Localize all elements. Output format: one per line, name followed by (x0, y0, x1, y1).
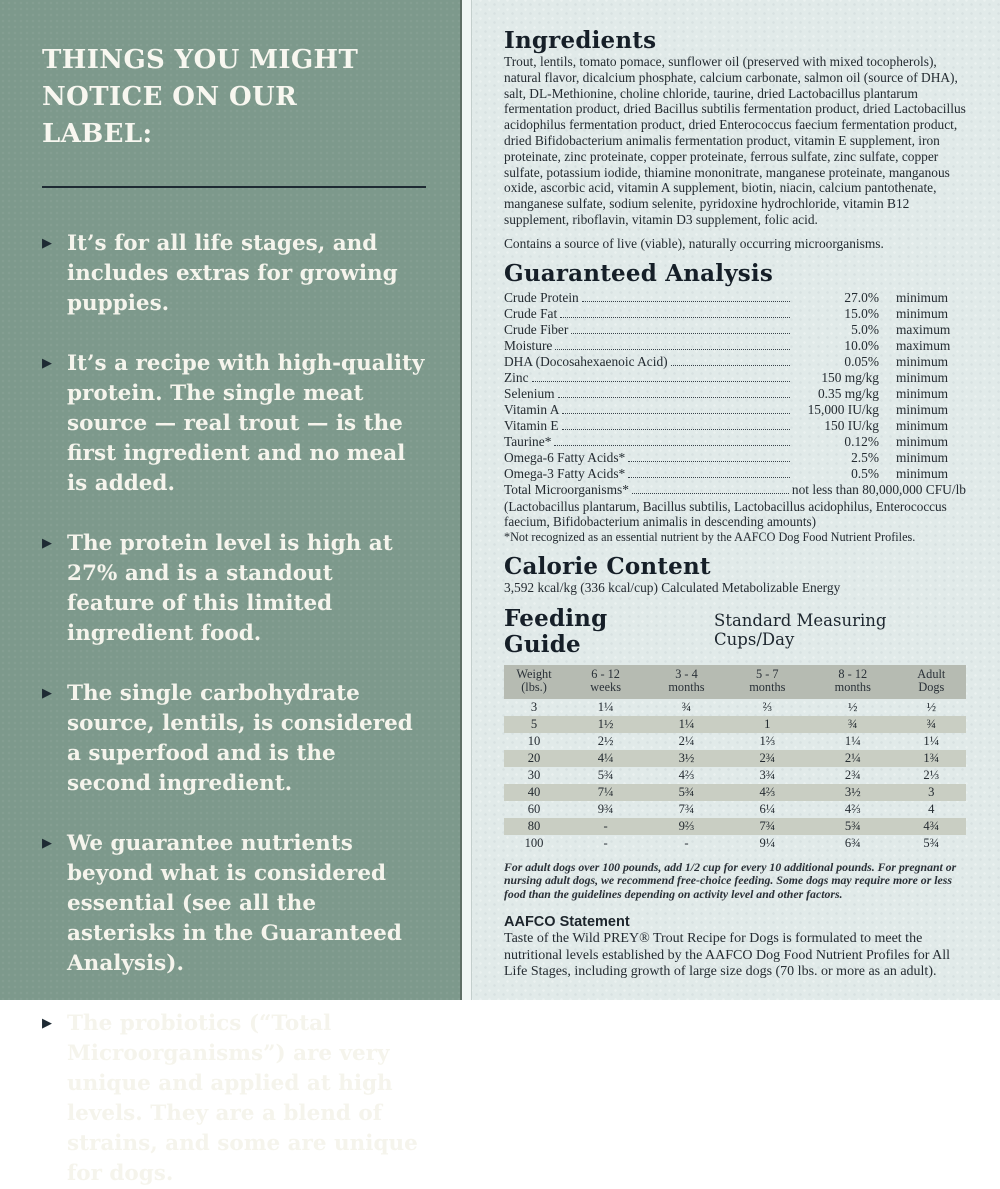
guaranteed-analysis-rows (504, 290, 966, 498)
panel-divider (462, 0, 472, 1000)
ga-qualifier: minimum (896, 289, 949, 305)
bullet-text: It’s for all life stages, and includes extras for growing puppies. (67, 231, 398, 316)
dotted-leader (560, 317, 790, 318)
ga-row (504, 418, 966, 434)
table-row: 10 2½ 2¼ 1⅔ 1¼ 1¼ (527, 733, 940, 748)
ga-row (504, 290, 966, 306)
feeding-guide-note: For adult dogs over 100 pounds, add 1/2 cup for every 10 additional pounds. For pregnant or nursing adult dogs, we recommend free-choice feeding. Some dogs may require more or less food than the guidelines depending on activity level and other factors. (504, 859, 957, 902)
ga-row (504, 338, 966, 354)
aafco-section (504, 914, 966, 981)
ga-value: 150 IU/kg (824, 417, 879, 433)
bullet-item (42, 529, 426, 649)
ga-qualifier: minimum (896, 465, 949, 481)
feeding-guide-subtitle: Standard Measuring Cups/Day (714, 610, 887, 649)
bullet-text: It’s a recipe with high-quality protein. The single meat source — real trout — is the first ingredient and no meal is added. (67, 351, 425, 496)
ga-value: 2.5% (851, 449, 879, 465)
title-line-1: THINGS YOU MIGHT (42, 45, 359, 75)
ga-qualifier: maximum (896, 337, 951, 353)
dotted-leader (628, 477, 790, 478)
bullet-item (42, 829, 426, 979)
feeding-guide-table (504, 665, 966, 852)
ga-value: 0.35 mg/kg (817, 385, 879, 401)
dotted-leader (628, 461, 790, 462)
ga-value: 0.12% (844, 433, 879, 449)
ga-value: 0.5% (851, 465, 879, 481)
table-row: 100 - - 9¼ 6¾ 5¾ (524, 835, 940, 850)
column-header: 3 - 4 months (668, 666, 705, 695)
column-header: 5 - 7 months (749, 666, 786, 695)
ga-qualifier: minimum (896, 353, 949, 369)
feeding-guide-section (504, 606, 966, 902)
ga-qualifier: minimum (896, 449, 949, 465)
bullet-item (42, 229, 426, 319)
bullet-text: We guarantee nutrients beyond what is considered essential (see all the asterisks in the Guaranteed Analysis). (67, 831, 402, 976)
ga-value: 5.0% (851, 321, 879, 337)
triangle-bullet-icon: ▶ (42, 686, 52, 701)
ga-name: DHA (Docosahexaenoic Acid) (504, 353, 668, 369)
ga-qualifier: minimum (896, 433, 949, 449)
ga-name: Omega-3 Fatty Acids* (504, 465, 626, 481)
dotted-leader (555, 349, 790, 350)
guaranteed-analysis-heading: Guaranteed Analysis (504, 259, 773, 287)
table-row: 60 9¾ 7¾ 6¼ 4⅔ 4 (527, 801, 935, 816)
ga-value: 15,000 IU/kg (807, 401, 879, 417)
dotted-leader (554, 445, 790, 446)
bullet-text: The protein level is high at 27% and is a standout feature of this limited ingredient food. (67, 531, 393, 646)
column-header: Weight (lbs.) (516, 666, 552, 695)
triangle-bullet-icon: ▶ (42, 1016, 52, 1031)
triangle-bullet-icon: ▶ (42, 356, 52, 371)
calorie-content-section (504, 554, 966, 596)
ga-row (504, 370, 966, 386)
ga-value: 27.0% (844, 289, 879, 305)
bullet-text: The single carbohydrate source, lentils, is considered a superfood and is the second ingredient. (67, 681, 413, 796)
ga-name: Taurine* (504, 433, 552, 449)
ga-total-row (504, 482, 966, 498)
ga-qualifier: minimum (896, 417, 949, 433)
table-row: 20 4¼ 3½ 2¾ 2¼ 1¾ (504, 750, 966, 767)
ga-qualifier: minimum (896, 385, 949, 401)
bullet-list (42, 229, 426, 1189)
ga-name: Vitamin E (504, 417, 559, 433)
table-row: 40 7¼ 5¾ 4⅔ 3½ 3 (504, 784, 966, 801)
ga-footnote: *Not recognized as an essential nutrient by the AAFCO Dog Food Nutrient Profiles. (504, 529, 916, 544)
ga-row (504, 402, 966, 418)
ga-value: 10.0% (844, 337, 879, 353)
column-header: 8 - 12 months (834, 666, 871, 695)
bullet-item (42, 679, 426, 799)
guaranteed-analysis-section (504, 261, 966, 545)
ga-qualifier: maximum (896, 321, 951, 337)
ga-qualifier: minimum (896, 305, 949, 321)
bullet-item (42, 1009, 426, 1189)
ga-row (504, 386, 966, 402)
title-divider (42, 186, 426, 188)
triangle-bullet-icon: ▶ (42, 836, 52, 851)
ga-row (504, 322, 966, 338)
feeding-guide-heading: Feeding Guide (504, 604, 608, 658)
ga-name: Omega-6 Fatty Acids* (504, 449, 626, 465)
dotted-leader (671, 365, 790, 366)
ingredients-section (504, 28, 966, 252)
left-panel-title (42, 42, 402, 153)
left-panel (0, 0, 462, 1186)
ga-name: Total Microorganisms* (504, 481, 629, 497)
ingredients-heading: Ingredients (504, 27, 657, 54)
ga-name: Selenium (504, 385, 555, 401)
dotted-leader (571, 333, 790, 334)
ga-qualifier: minimum (896, 401, 949, 417)
ga-name: Zinc (504, 369, 529, 385)
ingredients-body: Trout, lentils, tomato pomace, sunflower oil (preserved with mixed tocopherols), natural flavor, dicalcium phosphate, calcium carbonate, salmon oil (source of DHA), salt, DL-Methionine, choline chloride, taurine, dried Lactobacillus plantarum fermentation product, dried Bacillus subtilis fermentation product, dried Lactobacillus acidophilus fermentation product, dried Enterococcus faecium fermentation product, dried Bifidobacterium animalis fermentation product, vitamin E supplement, iron proteinate, zinc proteinate, copper proteinate, ferrous sulfate, zinc sulfate, copper sulfate, potassium iodide, thiamine mononitrate, manganese proteinate, manganous oxide, ascorbic acid, vitamin A supplement, biotin, niacin, calcium pantothenate, manganese sulfate, sodium selenite, pyridoxine hydrochloride, vitamin B12 supplement, riboflavin, vitamin D3 supplement, folic acid. (504, 54, 966, 227)
dotted-leader (582, 301, 790, 302)
column-header: Adult Dogs (917, 666, 946, 695)
dotted-leader (532, 381, 790, 382)
table-row: 30 5¾ 4⅔ 3¾ 2¾ 2⅓ (527, 767, 940, 782)
table-row: 5 1½ 1¼ 1 ¾ ¾ (504, 716, 966, 733)
ga-row (504, 450, 966, 466)
ga-name: Crude Protein (504, 289, 579, 305)
ga-name: Vitamin A (504, 401, 560, 417)
right-panel (472, 0, 1000, 1000)
ga-name: Crude Fiber (504, 321, 569, 337)
aafco-body: Taste of the Wild PREY® Trout Recipe for Dogs is formulated to meet the nutritional levels established by the AAFCO Dog Food Nutrient Profiles for All Life Stages, including growth of large size dogs (70 lbs. or more as an adult). (504, 930, 951, 980)
ga-row (504, 354, 966, 370)
dotted-leader (632, 493, 789, 494)
column-header: 6 - 12 weeks (590, 666, 621, 695)
dotted-leader (562, 429, 790, 430)
feeding-guide-header (504, 606, 966, 658)
bullet-item (42, 349, 426, 499)
ga-name: Crude Fat (504, 305, 558, 321)
title-line-2: NOTICE ON OUR LABEL: (42, 82, 298, 149)
aafco-heading: AAFCO Statement (504, 913, 630, 930)
table-header-row (504, 665, 966, 699)
ga-qualifier: minimum (896, 369, 949, 385)
dotted-leader (562, 413, 790, 414)
ga-row (504, 466, 966, 482)
table-row: 80 - 9⅔ 7¾ 5¾ 4¾ (504, 818, 966, 835)
ga-row (504, 434, 966, 450)
calorie-content-heading: Calorie Content (504, 552, 711, 580)
ga-paren-note: (Lactobacillus plantarum, Bacillus subtilis, Lactobacillus acidophilus, Enterococcus faecium, Bifidobacterium animalis in descending amounts) (504, 498, 947, 530)
ga-value: 15.0% (844, 305, 879, 321)
triangle-bullet-icon: ▶ (42, 536, 52, 551)
triangle-bullet-icon: ▶ (42, 236, 52, 251)
ga-row (504, 306, 966, 322)
dotted-leader (558, 397, 790, 398)
ga-name: Moisture (504, 337, 553, 353)
ga-value: 150 mg/kg (821, 369, 879, 385)
table-row: 3 1¼ ¾ ⅔ ½ ½ (530, 699, 937, 714)
bullet-text: The probiotics (“Total Microorganisms”) are very unique and applied at high levels. They are a blend of strains, and some are unique for dogs. (67, 1011, 418, 1186)
ga-value: 0.05% (844, 353, 879, 369)
ga-value: not less than 80,000,000 CFU/lb (791, 481, 966, 497)
calorie-content-body: 3,592 kcal/kg (336 kcal/cup) Calculated Metabolizable Energy (504, 579, 841, 595)
ingredients-note: Contains a source of live (viable), naturally occurring microorganisms. (504, 235, 884, 251)
